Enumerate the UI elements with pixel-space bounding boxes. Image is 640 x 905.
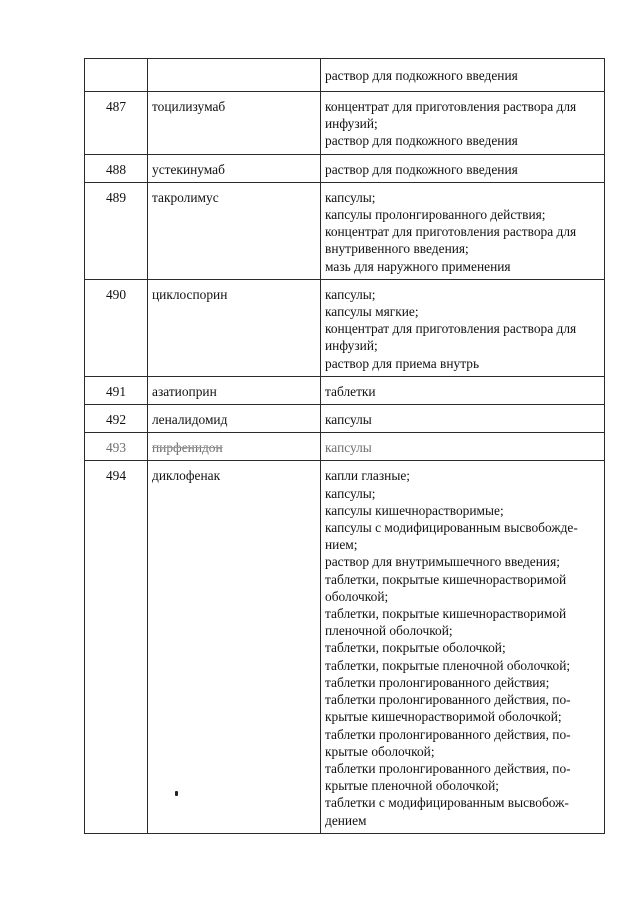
- dosage-form-line: капсулы с модифицированным высвобожде-: [325, 520, 578, 536]
- drug-name: [148, 59, 321, 92]
- dosage-forms: [321, 279, 605, 376]
- row-number: 491: [85, 376, 148, 404]
- dosage-form-line: концентрат для приготовления раствора для: [325, 321, 577, 337]
- drug-name: азатиоприн: [148, 376, 321, 404]
- dosage-form-line: мазь для наружного применения: [325, 258, 511, 274]
- dosage-form-line: капсулы;: [325, 189, 376, 205]
- table-row: [85, 461, 605, 833]
- dosage-form-line: капсулы;: [325, 485, 376, 501]
- dosage-form-line: капсулы: [325, 440, 372, 456]
- row-number: 493: [85, 433, 148, 461]
- dosage-form-line: капсулы;: [325, 286, 376, 302]
- dosage-form-line: раствор для внутримышечного введения;: [325, 554, 560, 570]
- scan-speck: [175, 791, 178, 796]
- dosage-form-line: таблетки пролонгированного действия;: [325, 674, 550, 690]
- table-row: [85, 279, 605, 376]
- dosage-form-line: капсулы пролонгированного действия;: [325, 207, 546, 223]
- dosage-form-line: пленочной оболочкой;: [325, 623, 453, 639]
- dosage-form-line: инфузий;: [325, 116, 378, 132]
- dosage-form-line: капли глазные;: [325, 468, 410, 484]
- drug-name: диклофенак: [148, 461, 321, 833]
- table-row: [85, 59, 605, 92]
- dosage-forms: [321, 92, 605, 155]
- dosage-form-line: инфузий;: [325, 338, 378, 354]
- dosage-forms: [321, 405, 605, 433]
- dosage-form-line: раствор для приема внутрь: [325, 355, 480, 371]
- dosage-form-line: крытые оболочкой;: [325, 743, 435, 759]
- dosage-form-line: таблетки пролонгированного действия, по-: [325, 692, 571, 708]
- dosage-form-line: таблетки пролонгированного действия, по-: [325, 760, 571, 776]
- table-row: [85, 376, 605, 404]
- row-number: 489: [85, 182, 148, 279]
- row-number: 488: [85, 154, 148, 182]
- dosage-form-line: капсулы мягкие;: [325, 304, 419, 320]
- drug-name: устекинумаб: [148, 154, 321, 182]
- drug-name: такролимус: [148, 182, 321, 279]
- table-row: [85, 182, 605, 279]
- table-row: [85, 92, 605, 155]
- dosage-forms: [321, 461, 605, 833]
- dosage-form-line: концентрат для приготовления раствора для: [325, 99, 577, 114]
- dosage-form-line: таблетки, покрытые кишечнорастворимой: [325, 606, 567, 622]
- dosage-form-line: таблетки: [325, 383, 376, 399]
- row-number: 490: [85, 279, 148, 376]
- dosage-form-line: капсулы: [325, 412, 372, 428]
- dosage-forms: [321, 376, 605, 404]
- dosage-form-line: раствор для подкожного введения: [325, 161, 518, 177]
- dosage-form-line: концентрат для приготовления раствора для: [325, 224, 577, 240]
- table-row: [85, 405, 605, 433]
- dosage-forms: [321, 154, 605, 182]
- dosage-form-line: раствор для подкожного введения: [325, 68, 518, 83]
- drug-name: леналидомид: [148, 405, 321, 433]
- dosage-forms: [321, 433, 605, 461]
- dosage-forms: [321, 182, 605, 279]
- row-number: 494: [85, 461, 148, 833]
- dosage-form-line: дением: [325, 812, 367, 828]
- row-number: 492: [85, 405, 148, 433]
- dosage-form-line: крытые пленочной оболочкой;: [325, 778, 499, 794]
- dosage-form-line: таблетки, покрытые кишечнорастворимой: [325, 571, 567, 587]
- medication-table: [84, 58, 605, 834]
- dosage-form-line: внутривенного введения;: [325, 241, 469, 257]
- row-number: [85, 59, 148, 92]
- dosage-form-line: таблетки, покрытые пленочной оболочкой;: [325, 657, 571, 673]
- drug-name: тоцилизумаб: [148, 92, 321, 155]
- dosage-form-line: раствор для подкожного введения: [325, 133, 518, 149]
- drug-name: циклоспорин: [148, 279, 321, 376]
- table-row: [85, 154, 605, 182]
- dosage-form-line: таблетки, покрытые оболочкой;: [325, 640, 506, 656]
- dosage-forms: [321, 59, 605, 92]
- dosage-form-line: таблетки пролонгированного действия, по-: [325, 726, 571, 742]
- dosage-form-line: капсулы кишечнорастворимые;: [325, 502, 504, 518]
- dosage-form-line: нием;: [325, 537, 358, 553]
- row-number: 487: [85, 92, 148, 155]
- dosage-form-line: таблетки с модифицированным высвобож-: [325, 795, 569, 811]
- dosage-form-line: оболочкой;: [325, 588, 389, 604]
- drug-name: пирфенидон: [148, 433, 321, 461]
- table-row: [85, 433, 605, 461]
- dosage-form-line: крытые кишечнорастворимой оболочкой;: [325, 709, 562, 725]
